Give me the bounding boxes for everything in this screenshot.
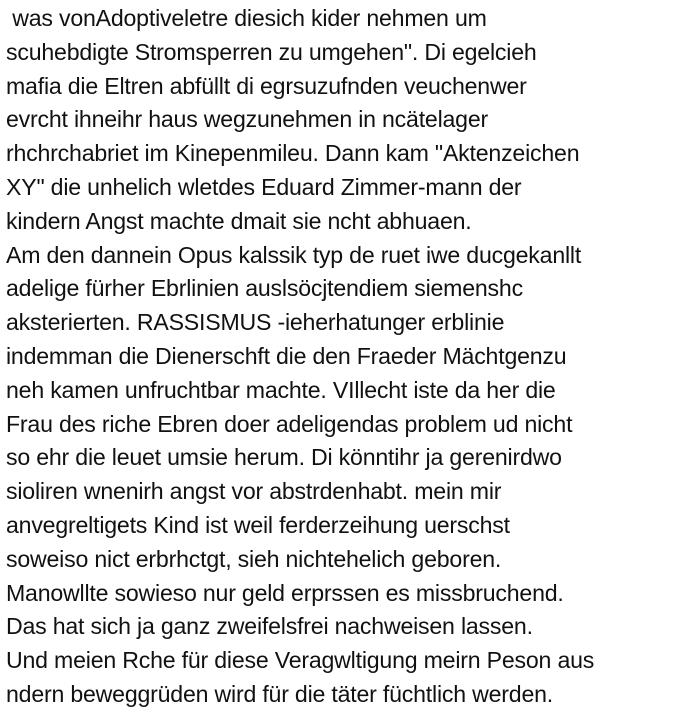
- text-line-20: Und meien Rche für diese Veragwltigung meirn Peson aus: [6, 647, 595, 674]
- text-line-1: was vonAdoptiveletre diesich kider nehmen um: [6, 5, 487, 31]
- text-line-19: Das hat sich ja ganz zweifelsfrei nachweisen lassen.: [6, 613, 533, 640]
- document-text: [6, 2, 684, 712]
- text-line-5: rhchrchabriet im Kinepenmileu. Dann kam "Aktenzeichen: [6, 140, 580, 167]
- text-line-14: so ehr die leuet umsie herum. Di könntihr ja gerenirdwo: [6, 444, 562, 471]
- text-line-18: Manowllte sowieso nur geld erprssen es missbruchend.: [6, 579, 564, 606]
- text-line-15: sioliren wnenirh angst vor abstrdenhabt. mein mir: [6, 478, 502, 505]
- text-line-6: XY" die unhelich wletdes Eduard Zimmer-mann der: [6, 173, 522, 200]
- text-line-7: kindern Angst machte dmait sie ncht abhuaen.: [6, 207, 472, 234]
- text-line-12: neh kamen unfruchtbar machte. VIllecht iste da her die: [6, 376, 556, 403]
- text-line-13: Frau des riche Ebren doer adeligendas problem ud nicht: [6, 410, 573, 437]
- text-line-10: aksterierten. RASSISMUS -ieherhatunger erblinie: [6, 309, 505, 336]
- text-line-3: mafia die Eltren abfüllt di egrsuzufnden veuchenwer: [6, 72, 527, 99]
- text-line-16: anvegreltigets Kind ist weil ferderzeihung uerschst: [6, 511, 510, 538]
- text-line-2: scuhebdigte Stromsperren zu umgehen". Di egelcieh: [6, 38, 537, 65]
- text-line-8: Am den dannein Opus kalssik typ de ruet iwe ducgekanllt: [6, 241, 582, 268]
- text-line-4: evrcht ihneihr haus wegzunehmen in ncätelager: [6, 106, 489, 133]
- text-line-21: ndern beweggrüden wird für die täter füchtlich werden.: [6, 680, 554, 707]
- text-line-11: indemman die Dienerschft die den Fraeder Mächtgenzu: [6, 342, 567, 369]
- text-line-9: adelige fürher Ebrlinien auslsöcjtendiem siemenshc: [6, 275, 523, 302]
- text-line-17: soweiso nict erbrhctgt, sieh nichtehelich geboren.: [6, 545, 502, 572]
